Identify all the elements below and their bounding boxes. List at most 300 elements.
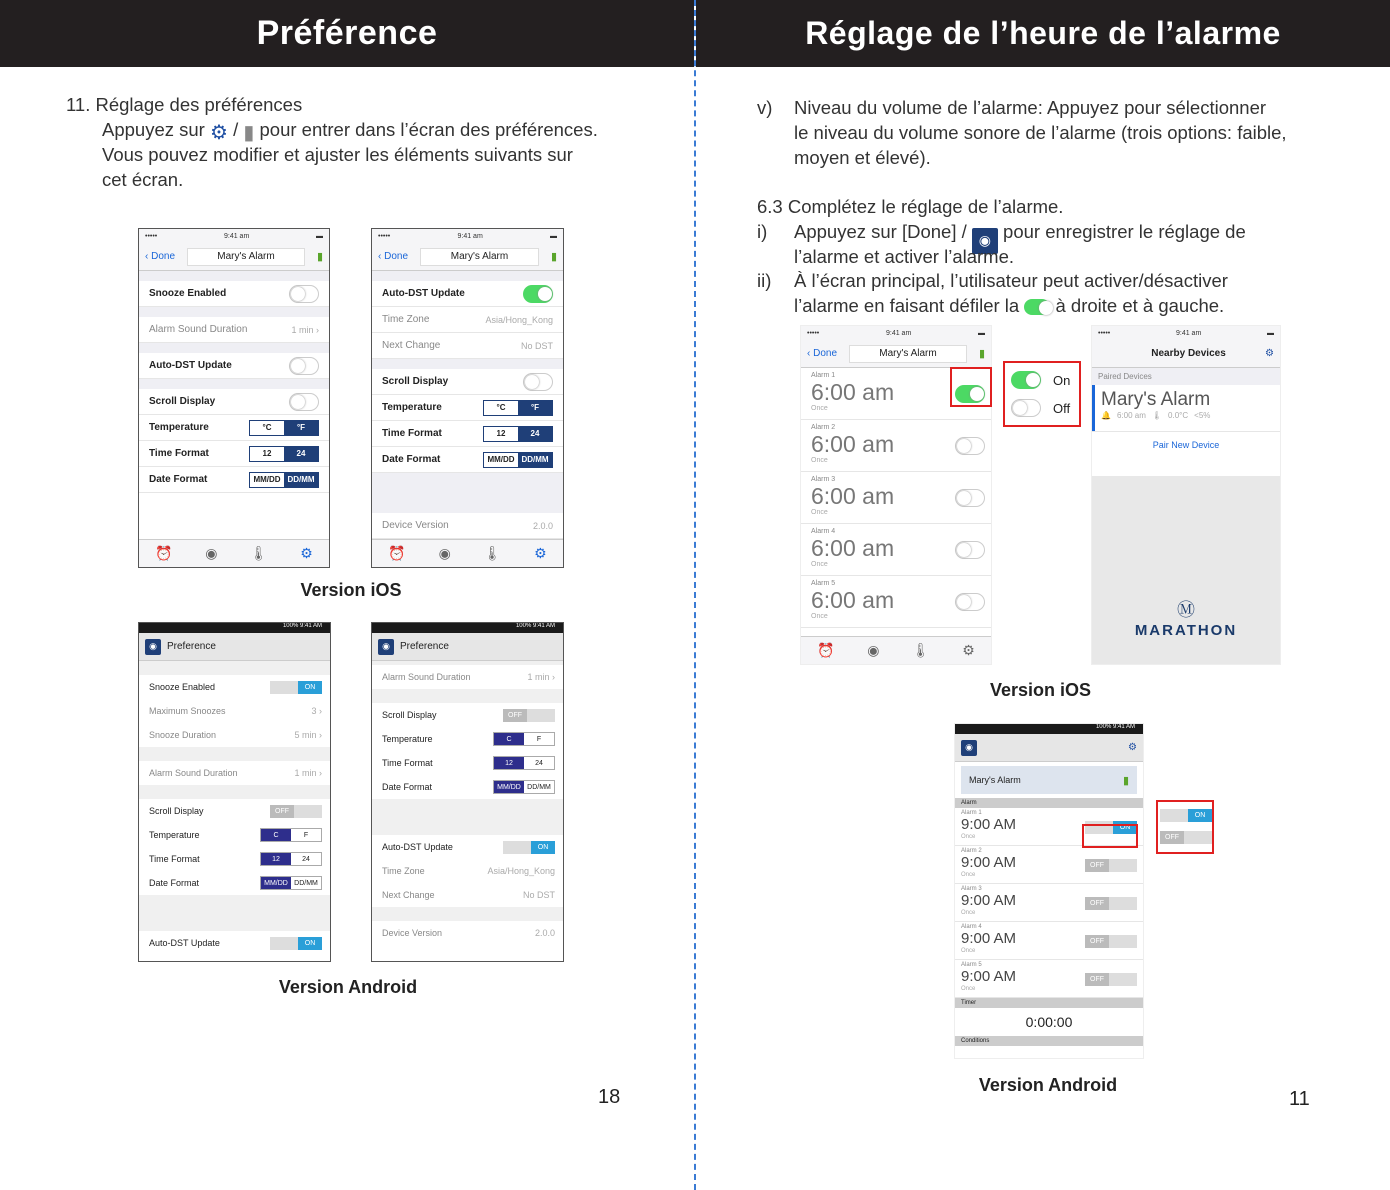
alarm-repeat: Once — [961, 834, 976, 840]
seg-24[interactable]: 24 — [535, 759, 543, 767]
row-alarm-duration[interactable] — [139, 317, 329, 343]
seg-f[interactable]: °F — [518, 401, 552, 415]
temp-segment[interactable] — [483, 400, 553, 416]
device-temperature: 0.0°C — [1168, 411, 1189, 420]
spacer — [139, 379, 329, 389]
toggle-on-sample — [1011, 371, 1041, 389]
device-selector[interactable] — [961, 766, 1137, 794]
toggle-label: OFF — [1085, 859, 1109, 872]
ios-nearby-devices-screen — [1091, 325, 1281, 665]
value-text: 1 min — [294, 768, 317, 778]
timer-tab-icon[interactable]: ◉ — [867, 642, 880, 658]
device-title: Mary's Alarm — [849, 345, 967, 363]
alarm-item[interactable] — [801, 524, 991, 576]
seg-f[interactable]: F — [536, 735, 542, 743]
text-fragment: / — [233, 119, 239, 140]
row-value: 1 min › — [527, 672, 555, 682]
row-label: Date Format — [382, 454, 441, 465]
row-snooze-duration[interactable] — [139, 723, 330, 747]
toggle-on-sample — [1160, 809, 1212, 822]
screen-title: Preference — [167, 641, 216, 652]
seg-ddmm[interactable]: DD/MM — [527, 783, 551, 791]
android-alarm-screen — [954, 723, 1144, 1059]
section-title: 6.3 Complétez le réglage de l’alarme. — [757, 196, 1064, 217]
row-label: Auto-DST Update — [382, 288, 465, 299]
row-label: Maximum Snoozes — [149, 706, 226, 716]
page-divider — [694, 0, 696, 1190]
section-label: Paired Devices — [1092, 368, 1280, 385]
paired-device-item[interactable] — [1092, 385, 1280, 431]
row-snooze[interactable] — [139, 281, 329, 307]
alarm-repeat: Once — [811, 457, 828, 464]
text-fragment: pour entrer dans l’écran des préférences. — [259, 119, 598, 140]
toggle-callout — [1156, 800, 1214, 854]
seg-ddmm[interactable]: DD/MM — [294, 879, 318, 887]
row-temperature — [139, 415, 329, 441]
row-label: Time Format — [149, 448, 209, 459]
time-segment[interactable] — [483, 426, 553, 442]
gear-icon: ⚙ — [209, 122, 228, 144]
tab-bar — [801, 636, 991, 664]
seg-c[interactable]: C — [261, 829, 291, 841]
value-text: 3 — [311, 706, 317, 716]
row-date-format — [139, 871, 330, 895]
body-line: À l’écran principal, l’utilisateur peut activer/désactiver — [794, 270, 1228, 291]
row-label: Device Version — [382, 928, 443, 938]
seg-mmdd[interactable]: MM/DD — [487, 455, 515, 464]
text-fragment: à droite et à gauche. — [1055, 295, 1225, 316]
alarm-repeat: Once — [811, 405, 828, 412]
toggle-icon — [1024, 299, 1050, 315]
seg-12[interactable]: 12 — [261, 853, 291, 865]
alarm-toggle[interactable] — [1085, 859, 1137, 872]
seg-12[interactable]: 12 — [494, 757, 524, 769]
seg-c[interactable]: °C — [262, 423, 272, 432]
seg-mmdd[interactable]: MM/DD — [253, 475, 281, 484]
toggle-off-sample — [1160, 831, 1212, 844]
alarm-repeat: Once — [811, 561, 828, 568]
seg-24[interactable]: 24 — [284, 447, 318, 461]
alarm-time: 6:00 am — [811, 483, 895, 509]
row-time-format — [372, 421, 563, 447]
section-header: Timer — [955, 998, 1143, 1008]
toggle-label: OFF — [1085, 897, 1109, 910]
pair-new-device-link[interactable]: Pair New Device — [1092, 431, 1280, 458]
text-fragment: pour enregistrer le réglage de — [1003, 221, 1246, 242]
marathon-logo-icon: Ⓜ — [1177, 600, 1195, 620]
spacer — [372, 799, 563, 835]
page-number: 11 — [1289, 1088, 1310, 1110]
row-scroll[interactable] — [372, 369, 563, 395]
auto-dst-toggle[interactable] — [503, 841, 555, 854]
android-title-bar — [372, 633, 563, 661]
seg-f[interactable]: F — [303, 831, 309, 839]
nav-bar — [801, 340, 991, 368]
conditions-tab-icon[interactable]: 🌡 — [483, 545, 502, 561]
row-value: 2.0.0 — [534, 928, 555, 938]
row-auto-dst[interactable] — [372, 281, 563, 307]
row-time-format — [139, 441, 329, 467]
battery-icon: ▬ — [978, 329, 985, 337]
alarm-item[interactable] — [955, 960, 1143, 998]
alarm-time: 6:00 am — [811, 379, 895, 405]
caption-ios: Version iOS — [300, 580, 402, 600]
step-line: Vous pouvez modifier et ajuster les éléments suivants sur — [102, 144, 573, 165]
row-temperature — [372, 727, 563, 751]
toggle-label: OFF — [503, 709, 527, 722]
text-fragment: Appuyez sur [Done] / — [794, 221, 967, 242]
settings-tab-icon[interactable]: ⚙ — [300, 545, 313, 561]
bell-icon: 🔔 — [1101, 411, 1111, 420]
date-segment[interactable] — [493, 780, 555, 794]
time-segment[interactable] — [249, 446, 319, 462]
toggle-callout — [1003, 361, 1081, 427]
scroll-toggle[interactable] — [523, 373, 553, 391]
spacer — [372, 473, 563, 513]
device-name: Mary's Alarm — [1101, 389, 1211, 410]
row-label: Scroll Display — [149, 806, 204, 816]
alarm-time: 9:00 AM — [961, 968, 1017, 985]
row-date-format — [372, 775, 563, 799]
app-logo-icon[interactable]: ◉ — [961, 740, 977, 756]
row-label: Auto-DST Update — [382, 842, 453, 852]
row-scroll[interactable] — [139, 799, 330, 823]
value-text: 5 min — [294, 730, 317, 740]
alarm-tab-icon[interactable]: ⏰ — [155, 545, 173, 561]
alarm-toggle[interactable] — [955, 489, 985, 507]
alarm-toggle[interactable] — [1085, 897, 1137, 910]
row-value: 2.0.0 — [532, 520, 553, 531]
row-time-format — [139, 847, 330, 871]
device-title: Mary's Alarm — [420, 248, 539, 266]
row-label: Temperature — [149, 830, 200, 840]
auto-dst-toggle[interactable] — [289, 357, 319, 375]
row-label: Snooze Enabled — [149, 288, 227, 299]
text-fragment: l’alarme en faisant défiler la — [794, 295, 1020, 316]
date-segment[interactable] — [260, 876, 322, 890]
alarm-item[interactable] — [955, 884, 1143, 922]
menu-icon: ▮ — [243, 122, 255, 144]
auto-dst-toggle[interactable] — [270, 937, 322, 950]
body-line: Niveau du volume de l’alarme: Appuyez pour sélectionner — [794, 97, 1267, 118]
conditions-tab-icon[interactable]: 🌡 — [249, 545, 268, 561]
caption-ios: Version iOS — [989, 680, 1092, 700]
date-segment[interactable] — [483, 452, 553, 468]
alarm-toggle[interactable] — [1085, 973, 1137, 986]
spacer — [372, 359, 563, 369]
row-label: Alarm Sound Duration — [149, 768, 238, 778]
toggle-label: ON — [1188, 809, 1212, 822]
brand-area — [1092, 476, 1280, 664]
scroll-toggle[interactable] — [270, 805, 322, 818]
time-segment[interactable] — [260, 852, 322, 866]
alarm-label: Alarm 1 — [811, 372, 836, 379]
alarm-label: Alarm 5 — [811, 580, 836, 587]
row-auto-dst[interactable] — [139, 353, 329, 379]
settings-tab-icon[interactable]: ⚙ — [962, 642, 975, 658]
alarm-tab-icon[interactable]: ⏰ — [388, 545, 406, 561]
seg-ddmm[interactable]: DD/MM — [518, 453, 552, 467]
alarm-item[interactable] — [955, 922, 1143, 960]
row-label: Auto-DST Update — [149, 360, 232, 371]
seg-12[interactable]: 12 — [262, 449, 272, 458]
row-label: Next Change — [382, 890, 435, 900]
body-line: moyen et élevé). — [794, 147, 931, 168]
alarm-toggle[interactable] — [1085, 935, 1137, 948]
tab-bar — [372, 539, 563, 567]
alarm-repeat: Once — [961, 948, 976, 954]
alarm-repeat: Once — [961, 910, 976, 916]
gear-icon[interactable]: ⚙ — [1128, 742, 1137, 753]
row-next-change — [372, 333, 563, 359]
device-name: Mary's Alarm — [969, 775, 1021, 785]
row-label: Snooze Enabled — [149, 682, 216, 692]
row-scroll[interactable] — [372, 703, 563, 727]
seg-24[interactable]: 24 — [302, 855, 310, 863]
row-auto-dst[interactable] — [139, 931, 330, 955]
row-auto-dst[interactable] — [372, 835, 563, 859]
thermometer-icon: 🌡 — [1151, 411, 1163, 420]
timer-tab-icon[interactable]: ◉ — [438, 545, 451, 561]
nav-bar — [139, 243, 329, 271]
spacer — [139, 271, 329, 281]
timer-value: 0:00:00 — [955, 1008, 1143, 1036]
signal-icon: ••••• — [378, 232, 391, 240]
spacer — [139, 785, 330, 799]
seg-mmdd[interactable]: MM/DD — [494, 781, 524, 793]
android-preference-screen-1 — [138, 622, 331, 962]
toggle-label: ON — [531, 841, 555, 854]
row-label: Alarm Sound Duration — [149, 324, 248, 335]
list-number: ii) — [757, 270, 772, 291]
alarm-label: Alarm 3 — [811, 476, 836, 483]
temp-segment[interactable] — [493, 732, 555, 746]
seg-c[interactable]: C — [494, 733, 524, 745]
alarm-time: 6:00 am — [811, 587, 895, 613]
back-label: Done — [384, 251, 409, 262]
alarm-time: 9:00 AM — [961, 816, 1017, 833]
signal-icon: ••••• — [1098, 329, 1111, 337]
row-value: Asia/Hong_Kong — [487, 866, 555, 876]
row-value: Asia/Hong_Kong — [485, 314, 553, 325]
status-bar — [372, 229, 563, 243]
row-device-version — [372, 513, 563, 539]
screen-title: Nearby Devices — [1151, 348, 1226, 359]
tab-bar — [139, 539, 329, 567]
signal-icon: ••••• — [145, 232, 158, 240]
list-number: v) — [757, 97, 773, 118]
row-label: Scroll Display — [149, 396, 216, 407]
seg-c[interactable]: °C — [496, 403, 506, 412]
snooze-toggle[interactable] — [270, 681, 322, 694]
alarm-toggle[interactable] — [955, 593, 985, 611]
toggle-label: ON — [298, 937, 322, 950]
section-header: Conditions — [955, 1036, 1143, 1046]
row-label: Temperature — [382, 734, 433, 744]
android-title-bar — [139, 633, 330, 661]
row-temperature — [372, 395, 563, 421]
row-alarm-duration[interactable] — [372, 665, 563, 689]
alarm-time: 9:00 AM — [961, 854, 1017, 871]
row-temperature — [139, 823, 330, 847]
nav-bar — [1092, 340, 1280, 368]
alarm-time: 6:00 am — [811, 535, 895, 561]
row-label: Date Format — [149, 474, 208, 485]
page-number: 18 — [598, 1086, 621, 1108]
scroll-toggle[interactable] — [503, 709, 555, 722]
ios-settings-screen-2 — [371, 228, 564, 568]
spacer — [139, 343, 329, 353]
settings-tab-icon[interactable]: ⚙ — [534, 545, 547, 561]
status-bar — [139, 229, 329, 243]
row-label: Temperature — [149, 422, 209, 433]
auto-dst-toggle[interactable] — [523, 285, 553, 303]
battery-icon: ▬ — [1267, 329, 1274, 337]
time-segment[interactable] — [493, 756, 555, 770]
row-date-format — [372, 447, 563, 473]
back-label: Done — [813, 348, 838, 359]
row-value: 5 min › — [294, 730, 322, 740]
row-label: Snooze Duration — [149, 730, 217, 740]
android-status-bar: 100% 9:41 AM — [139, 623, 330, 633]
alarm-label: Alarm 4 — [811, 528, 836, 535]
row-label: Date Format — [382, 782, 433, 792]
alarm-item[interactable] — [955, 846, 1143, 884]
back-button[interactable]: ‹ Done — [807, 348, 838, 359]
screen-title: Preference — [400, 641, 449, 652]
body-line: l’alarme et activer l’alarme. — [794, 246, 1015, 267]
android-preference-screen-2 — [371, 622, 564, 962]
row-time-zone — [372, 859, 563, 883]
seg-mmdd[interactable]: MM/DD — [261, 877, 291, 889]
row-time-zone — [372, 307, 563, 333]
back-button[interactable]: ‹ Done — [145, 251, 176, 262]
text-fragment: Appuyez sur — [102, 119, 205, 140]
temp-segment[interactable] — [260, 828, 322, 842]
battery-icon: ▬ — [550, 232, 557, 240]
nav-bar — [372, 243, 563, 271]
list-number: i) — [757, 221, 768, 242]
row-label: Alarm Sound Duration — [382, 672, 471, 682]
date-segment[interactable] — [249, 472, 319, 488]
row-value: No DST — [522, 890, 555, 900]
toggle-label: OFF — [270, 805, 294, 818]
alarm-toggle[interactable] — [955, 437, 985, 455]
spacer — [139, 661, 330, 675]
android-title-bar — [955, 734, 1143, 762]
spacer — [372, 689, 563, 703]
signal-icon: ••••• — [807, 329, 820, 337]
snooze-toggle[interactable] — [289, 285, 319, 303]
row-label: Time Format — [382, 758, 433, 768]
seg-ddmm[interactable]: DD/MM — [284, 473, 318, 487]
row-label: Time Zone — [382, 314, 430, 325]
back-button[interactable]: ‹ Done — [378, 251, 409, 262]
temp-segment[interactable] — [249, 420, 319, 436]
row-snooze[interactable] — [139, 675, 330, 699]
alarm-repeat: Once — [811, 613, 828, 620]
seg-12[interactable]: 12 — [496, 429, 506, 438]
alarm-tab-icon[interactable]: ⏰ — [817, 642, 835, 658]
timer-tab-icon[interactable]: ◉ — [205, 545, 218, 561]
seg-f[interactable]: °F — [284, 421, 318, 435]
row-next-change — [372, 883, 563, 907]
alarm-label: Alarm 3 — [961, 886, 982, 892]
toggle-label: ON — [1113, 821, 1137, 834]
step-title: 11. Réglage des préférences — [66, 94, 303, 115]
row-value: 1 min › — [291, 324, 319, 335]
alarm-repeat: Once — [811, 509, 828, 516]
toggle-label: ON — [298, 681, 322, 694]
conditions-tab-icon[interactable]: 🌡 — [911, 642, 930, 658]
alarm-item[interactable] — [801, 472, 991, 524]
highlight-box — [950, 367, 992, 407]
alarm-time: 9:00 AM — [961, 892, 1017, 909]
alarm-label: Alarm 2 — [811, 424, 836, 431]
caption-android: Version Android — [978, 1075, 1118, 1095]
battery-icon: ▬ — [316, 232, 323, 240]
toggle-label: OFF — [1085, 935, 1109, 948]
device-info — [1101, 411, 1274, 420]
brand-name: MARATHON — [1134, 622, 1238, 639]
status-time: 9:41 am — [457, 232, 483, 240]
battery-icon: ▮ — [316, 251, 323, 263]
spacer — [139, 307, 329, 317]
status-time: 9:41 am — [223, 232, 250, 240]
row-alarm-duration[interactable] — [139, 761, 330, 785]
alarm-label: Alarm 5 — [961, 962, 982, 968]
right-header: Réglage de l’heure de l’alarme — [696, 0, 1390, 67]
alarm-toggle[interactable] — [955, 541, 985, 559]
row-time-format — [372, 751, 563, 775]
row-label: Time Zone — [382, 866, 425, 876]
app-logo-icon: ◉ — [972, 228, 998, 254]
row-label: Device Version — [382, 520, 449, 531]
right-page — [695, 0, 1390, 1190]
alarm-item[interactable] — [801, 420, 991, 472]
status-time: 9:41 am — [1175, 329, 1202, 337]
section-header: Alarm — [955, 798, 1143, 808]
spacer — [139, 895, 330, 931]
row-max-snoozes[interactable] — [139, 699, 330, 723]
app-logo-icon[interactable]: ◉ — [145, 639, 161, 655]
row-label: Scroll Display — [382, 710, 437, 720]
app-logo-icon[interactable]: ◉ — [378, 639, 394, 655]
row-label: Auto-DST Update — [149, 938, 220, 948]
body-line — [794, 293, 1224, 318]
seg-24[interactable]: 24 — [518, 427, 552, 441]
scroll-toggle[interactable] — [289, 393, 319, 411]
alarm-time: 9:00 AM — [961, 930, 1017, 947]
row-device-version — [372, 921, 563, 945]
spacer — [372, 907, 563, 921]
alarm-label: Alarm 1 — [961, 810, 982, 816]
alarm-item[interactable] — [801, 576, 991, 628]
gear-icon[interactable]: ⚙ — [1265, 348, 1274, 359]
alarm-repeat: Once — [961, 872, 976, 878]
row-label: Next Change — [382, 340, 441, 351]
status-bar — [1092, 326, 1280, 340]
highlight-box — [1082, 824, 1138, 848]
toggle-off-sample — [1011, 399, 1041, 417]
callout-off-label: Off — [1053, 401, 1071, 416]
alarm-time: 6:00 am — [811, 431, 895, 457]
alarm-label: Alarm 4 — [961, 924, 982, 930]
row-scroll[interactable] — [139, 389, 329, 415]
spacer — [372, 271, 563, 281]
toggle-label: OFF — [1160, 831, 1184, 844]
alarm-label: Alarm 2 — [961, 848, 982, 854]
